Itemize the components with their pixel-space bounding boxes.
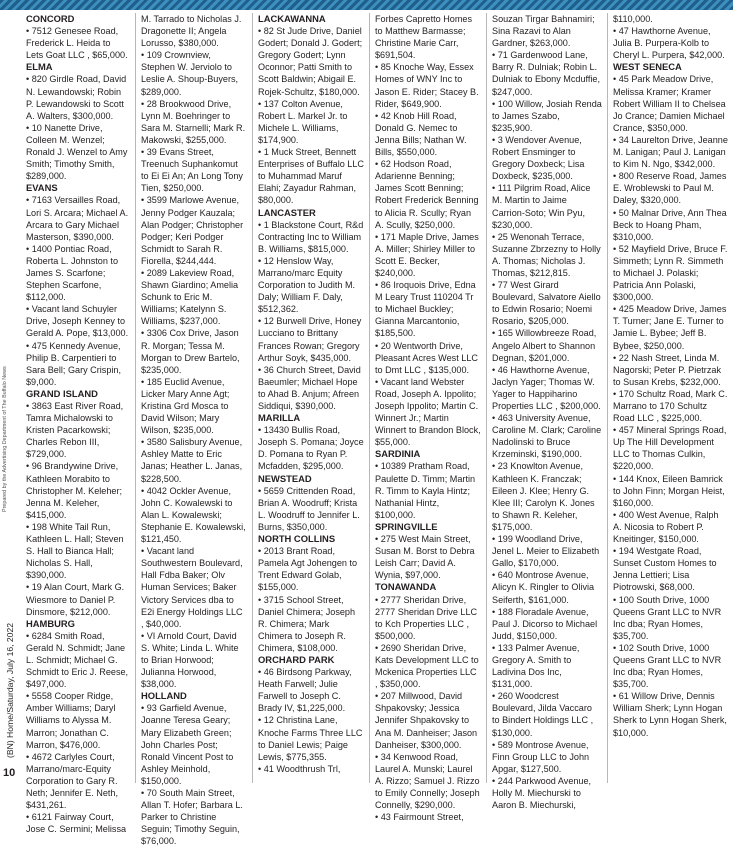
transaction-entry: • 13430 Bullis Road, Joseph S. Pomana; Joyce D. Pomana to Ryan P. Mcfadden, $295,000.	[258, 425, 364, 472]
transaction-entry: • 28 Brookwood Drive, Lynn M. Boehringer to Sara M. Starnelli; Mark R. Makowski, $255,000.	[141, 98, 246, 145]
transaction-entry: • 22 Nash Street, Linda M. Nagorski; Peter P. Pietrzak to Susan Krebs, $232,000.	[613, 352, 721, 387]
transaction-entry: • 12 Christina Lane, Knoche Farms Three LLC to Daniel Lewis; Paige Lewis, $775,355.	[258, 715, 363, 762]
town-heading: TONAWANDA	[375, 581, 437, 593]
transaction-entry: • 7163 Versailles Road, Lori S. Arcara; Michael A. Arcara to Gary Michael Masterson, $390,000.	[26, 195, 129, 242]
transaction-entry: • 165 Willowbreeze Road, Angelo Albert to Shannon Degnan, $201,000.	[492, 328, 597, 363]
town-heading: SARDINIA	[375, 448, 421, 460]
transaction-entry: • 109 Crownview, Stephen W. Jerviolo to Leslie A. Shoup-Buyers, $289,000.	[141, 50, 239, 97]
transaction-entry: • 589 Montrose Avenue, Finn Group LLC to John Apgar, $127,500.	[492, 739, 590, 774]
town-heading: SPRINGVILLE	[375, 520, 438, 532]
town-heading: NORTH COLLINS	[258, 533, 336, 545]
transaction-entry: • 5659 Crittenden Road, Brian A. Woodruff; Krista L. Woodruff to Jennifer L. Burns, $350,000.	[258, 485, 360, 532]
transaction-entry: • 85 Knoche Way, Essex Homes of WNY Inc to Jason E. Rider; Stacey B. Rider, $649,900.	[375, 62, 479, 109]
transaction-entry: • 2013 Brant Road, Pamela Agt Johengen to Trent Edward Golab, $155,000.	[258, 546, 358, 593]
town-heading: HAMBURG	[26, 617, 75, 629]
transaction-entry: • 820 Girdle Road, David N. Lewandowski; Robin P. Lewandowski to Scott A. Walters, $300,000.	[26, 74, 127, 121]
town-heading: MARILLA	[258, 412, 301, 424]
transaction-entry: • 34 Laurelton Drive, Jeanne M. Lanigan; Paul J. Lanigan to Kim N. Ngo, $342,000.	[613, 134, 728, 170]
transaction-entry: • 62 Hodson Road, Adarienne Benning; James Scott Benning; Robert Frederick Benning to Alicia R. Scully; Ryan A. Scully, $250,000.	[375, 159, 479, 230]
transaction-entry: • 23 Knowlton Avenue, Kathleen K. Franczak; Eileen J. Klee; Henry G. Klee III; Carolyn K. Jones to Shawn R. Keleher, $175,000.	[492, 461, 595, 532]
transaction-entry: • 207 Millwood, David Shpakovsky; Jessica Jennifer Shpakovsky to Ana M. Danheiser; Jason Danheiser, $300,000.	[375, 691, 478, 750]
transaction-entry: • 198 White Tail Run, Kathleen L. Hall; Steven S. Hall to Bianca Hall; Nicholas S. Hall, $390,000.	[26, 521, 124, 581]
column-6	[607, 13, 733, 783]
top-decorative-band	[0, 0, 733, 10]
transaction-entry: • 93 Garfield Avenue, Joanne Teresa Geary; Mary Elizabeth Green; John Charles Post; Ronald Vincent Post to Ashley Meinhold, $150,000.	[141, 703, 234, 786]
transaction-entry: • 1400 Pontiac Road, Roberta L. Johnston to James S. Scarfone; Stephen Scarfone, $112,000.	[26, 243, 119, 303]
town-heading: HOLLAND	[141, 690, 187, 702]
column-1	[24, 13, 135, 835]
transaction-entry: • 6284 Smith Road, Gerald N. Schmidt; Jane L. Schmidt; Michael G. Schmidt to Eric J. Reese, $497,000.	[26, 630, 129, 690]
transaction-entry: • 170 Schultz Road, Mark C. Marrano to 170 Schultz Road LLC , $225,000.	[613, 388, 728, 424]
transaction-entry: • VI Arnold Court, David S. White; Linda L. White to Brian Horwood; Julianna Horwood, $38,000.	[141, 630, 239, 690]
transaction-entry: Souzan Tirgar Bahnamiri; Sina Razavi to Alan Gardner, $263,000.	[492, 14, 595, 49]
transaction-entry: • 2777 Sheridan Drive, 2777 Sheridan Drive LLC to Kch Properties LLC , $500,000.	[375, 594, 478, 641]
transaction-entry: • 42 Knob Hill Road, Donald G. Nemec to Jenna Bills; Nathan W. Bills, $550,000.	[375, 110, 467, 158]
transaction-entry: • 34 Kenwood Road, Laurel A. Munski; Laurel A. Rizzo; Samuel J. Rizzo to Emily Connelly; Joseph Connelly, $290,000.	[375, 751, 480, 811]
transaction-entry: • 2089 Lakeview Road, Shawn Giardino; Amelia Schunk to Eric M. Williams; Katelynn S. Williams, $237,000.	[141, 267, 239, 327]
transaction-entry: • 640 Montrose Avenue, Alicyn K. Ringler to Olivia Seiferth, $161,000.	[492, 570, 595, 605]
transaction-entry: • 3863 East River Road, Tamra Michalowski to Kristen Pacarkowski; Charles Rebon III, $729,000.	[26, 401, 124, 460]
transaction-entry: • 12 Burwell Drive, Honey Lucciano to Brittany Frances Rowan; Gregory Arthur Soyk, $435,000.	[258, 316, 362, 363]
transaction-entry: • 43 Fairmount Street,	[375, 812, 464, 823]
transaction-entry: • 260 Woodcrest Boulevard, Jilda Vaccaro to Bindert Holdings LLC , $130,000.	[492, 691, 594, 738]
transaction-entry: • 457 Mineral Springs Road, Up The Hill Development LLC to Thomas Culkin, $220,000.	[613, 425, 727, 472]
transaction-entry: • 12 Henslow Way, Marrano/marc Equity Corporation to Judith M. Daly; William F. Daly, $512,362.	[258, 255, 356, 315]
advertising-credit: Prepared by the Advertising Department of The Buffalo News	[2, 366, 8, 512]
transaction-entry: • 194 Westgate Road, Sunset Custom Homes to Jenna Lettieri; Lisa Piotrowski, $68,000.	[613, 546, 717, 593]
transaction-entry: • 4672 Carlyles Court, Marrano/marc-Equity Corporation to Gary R. Neth; Jennifer E. Neth, $431,261.	[26, 751, 118, 811]
transaction-entry: • 50 Malnar Drive, Ann Thea Beck to Hoang Pham, $310,000.	[613, 207, 727, 242]
transaction-entry: • 6121 Fairway Court, Jose C. Sermini; Melissa	[26, 812, 127, 835]
transaction-entry: • 10 Nanette Drive, Colleen M. Wenzel; Ronald J. Wenzel to Amy Smith; Timothy Smith, $289,000.	[26, 122, 128, 182]
transaction-entry: • 188 Floradale Avenue, Paul J. Dicorso to Michael Judd, $150,000.	[492, 606, 598, 641]
transaction-entry: • 144 Knox, Eileen Bamrick to John Finn; Morgan Heist, $160,000.	[613, 473, 725, 508]
transaction-entry: • 3715 School Street, Daniel Chimera; Joseph R. Chimera; Mark Chimera to Joseph R. Chimera, $108,000.	[258, 594, 356, 653]
transaction-entry: • 25 Wenonah Terrace, Suzanne Zbrzezny to Holly A. Thomas; Nicholas J. Thomas, $212,815.	[492, 231, 601, 278]
transaction-entry: • 111 Pilgrim Road, Alice M. Martin to Jaime Carrion-Soto; Win Pyu, $230,000.	[492, 183, 591, 230]
transaction-entry: • 47 Hawthorne Avenue, Julia B. Purpera-Kolb to Cheryl L. Purpera, $42,000.	[613, 26, 725, 61]
transaction-entry: • 70 South Main Street, Allan T. Hofer; Barbara L. Parker to Christine Seguin; Timothy Seguin, $76,000.	[141, 788, 243, 847]
transaction-entry: $110,000.	[613, 14, 653, 24]
transaction-entry: • 46 Birdsong Parkway, Heath Farwell; Julie Farwell to Joseph C. Brady IV, $1,225,000.	[258, 667, 352, 714]
transaction-entry: • Vacant land Southwestern Boulevard, Hall Fdba Baker; Olv Human Services; Baker Victory Services dba to E2i Energy Holdings LLC , $40,000.	[141, 546, 243, 629]
transaction-entry: M. Tarrado to Nicholas J. Dragonette II; Angela Lorusso, $380,000.	[141, 14, 242, 49]
column-2	[135, 13, 252, 847]
town-heading: NEWSTEAD	[258, 472, 312, 484]
transaction-entry: • 10389 Pratham Road, Paulette D. Timm; Martin R. Timm to Kayla Hintz; Nathanial Hintz, $100,000.	[375, 461, 476, 520]
transaction-entry: • 137 Colton Avenue, Robert L. Markel Jr. to Michele L. Williams, $174,900.	[258, 98, 348, 145]
column-3	[252, 13, 369, 783]
transaction-entry: • 82 St Jude Drive, Daniel Godert; Donald J. Godert; Gregory Godert; Lynn Oconnor; Patti Smith to Scott Baldwin; Abigail E. Rojek-Schultz, $180,000.	[258, 26, 363, 97]
page-runner: (BN) Home/Saturday, July 16, 2022	[5, 622, 15, 758]
transaction-entry: • 275 West Main Street, Susan M. Borst to Debra Leish Carr; David A. Wynia, $97,000.	[375, 534, 475, 581]
transaction-entry: • 36 Church Street, David Baeumler; Michael Hope to Ahad B. Anjum; Afreen Siddiqui, $390,000.	[258, 364, 361, 411]
transaction-entry: • 171 Maple Drive, James A. Miller; Shirley Miller to Scott E. Becker, $240,000.	[375, 231, 479, 278]
transaction-entry: • 244 Parkwood Avenue, Holly M. Miechurski to Aaron B. Miechurski,	[492, 775, 592, 811]
town-heading: ELMA	[26, 61, 53, 73]
transaction-entry: • 52 Mayfield Drive, Bruce F. Simmeth; Lynn R. Simmeth to Michael J. Polaski; Patricia Ann Polaski, $300,000.	[613, 243, 728, 303]
transaction-entry: • 2690 Sheridan Drive, Kats Development LLC to Mckenica Properties LLC , $350,000.	[375, 642, 479, 690]
transaction-entry: • 1 Blackstone Court, R&d Contracting Inc to William B. Williams, $815,000.	[258, 219, 364, 254]
transaction-entry: Forbes Capretto Homes to Matthew Barmasse; Christine Marie Carr, $691,504.	[375, 14, 473, 61]
transaction-entry: • 3 Wendover Avenue, Robert Ensminger to Gregory Doxbeck; Lisa Doxbeck, $235,000.	[492, 134, 585, 182]
transaction-entry: • 45 Park Meadow Drive, Melissa Kramer; Kramer Robert William II to Chelsea Jo Crance; Damien Michael Crance, $350,000.	[613, 74, 726, 133]
transaction-entry: • Vacant land Webster Road, Joseph A. Ippolito; Joseph Ippolito; Martin C. Winnert Jr.; Martin Winnert to Brandon Block, $55,000.	[375, 376, 481, 448]
town-heading: ORCHARD PARK	[258, 653, 335, 665]
town-heading: EVANS	[26, 182, 58, 194]
column-5	[486, 13, 607, 811]
transaction-entry: • 39 Evans Street, Treenuch Suphankomut to Ei Ei An; An Long Tony Tien, $250,000.	[141, 147, 243, 194]
transaction-entry: • 100 South Drive, 1000 Queens Grant LLC to NVR Inc dba; Ryan Homes, $35,700.	[613, 594, 722, 641]
transaction-entry: • 400 West Avenue, Ralph A. Nicosia to Robert P. Kneitinger, $150,000.	[613, 509, 719, 545]
town-heading: CONCORD	[26, 13, 75, 24]
transaction-entry: • Vacant land Schuyler Drive, Joseph Kenney to Gerald A. Pope, $13,000.	[26, 304, 129, 339]
transaction-entry: • 46 Hawthorne Avenue, Jaclyn Yager; Thomas W. Yager to Happiharino Properties LLC , $200,000.	[492, 364, 601, 411]
transaction-entry: • 185 Euclid Avenue, Licker Mary Anne Agt; Kristina Grd Mosca to David Wilson; Mary Wilson, $235,000.	[141, 376, 230, 436]
column-4	[369, 13, 486, 823]
transaction-entry: • 86 Iroquois Drive, Edna M Leary Trust 110204 Tr to Michael Buckley; Gianna Marcantonio, $185,500.	[375, 280, 476, 339]
transaction-entry: • 800 Reserve Road, James E. Wroblewski to Paul M. Daley, $320,000.	[613, 171, 727, 206]
town-heading: WEST SENECA	[613, 61, 682, 73]
transaction-entry: • 3599 Marlowe Avenue, Jenny Podger Kauzala; Alan Podger; Christopher Podger; Keri Podger Schmidt to Sarah R. Fiorella, $244,444.	[141, 195, 244, 266]
transaction-entry: • 102 South Drive, 1000 Queens Grant LLC to NVR Inc dba; Ryan Homes, $35,700.	[613, 642, 722, 690]
town-heading: LACKAWANNA	[258, 13, 326, 24]
transaction-entry: • 199 Woodland Drive, Jenel L. Meier to Elizabeth Gallo, $170,000.	[492, 534, 600, 569]
transaction-entry: • 61 Willow Drive, Dennis William Sherk; Lynn Hogan Sherk to Lynn Hogan Sherk, $10,000.	[613, 691, 727, 738]
transaction-entry: • 1 Muck Street, Bennett Enterprises of Buffalo LLC to Muhammad Maruf Elahi; Zayadur Rahman, $80,000.	[258, 147, 364, 206]
town-heading: GRAND ISLAND	[26, 387, 98, 399]
transaction-entry: • 100 Willow, Josiah Renda to James Szabo, $235,900.	[492, 98, 602, 133]
transaction-entry: • 3580 Salisbury Avenue, Ashley Matte to Eric Janas; Heather L. Janas, $228,500.	[141, 437, 243, 484]
transaction-entry: • 3306 Cox Drive, Jason R. Morgan; Tessa M. Morgan to Drew Bartelo, $235,000.	[141, 328, 240, 375]
transaction-entry: • 425 Meadow Drive, James T. Turner; Jane E. Turner to Jamie L. Bybee; Jeff B. Bybee, $250,000.	[613, 304, 727, 351]
transaction-entry: • 19 Alan Court, Mark G. Wiesmore to Daniel P. Dinsmore, $212,000.	[26, 582, 125, 617]
transaction-entry: • 41 Woodthrush Trl,	[258, 763, 341, 774]
transaction-entry: • 7512 Genesee Road, Frederick L. Heida to Lets Goat LLC , $65,000.	[26, 26, 128, 61]
transactions-columns	[24, 13, 733, 847]
transaction-entry: • 71 Gardenwood Lane, Barry R. Dulniak; Robin L. Dulniak to Ebony Mcduffie, $247,000.	[492, 50, 601, 97]
transaction-entry: • 475 Kennedy Avenue, Philip B. Carpentieri to Sara Bell; Gary Crispin, $9,000.	[26, 340, 122, 387]
transaction-entry: • 96 Brandywine Drive, Kathleen Morabito to Christopher M. Keleher; Jenna M. Keleher, $415,000.	[26, 461, 123, 520]
transaction-entry: • 463 University Avenue, Caroline M. Clark; Caroline Nadolinski to Bruce Krzeminski, $190,000.	[492, 413, 602, 460]
transaction-entry: • 4042 Ockler Avenue, John C. Kowalewski to Alan L. Kowalewski; Stephanie E. Kowalewski, $121,450.	[141, 485, 246, 545]
transaction-entry: • 20 Wentworth Drive, Pleasant Acres West LLC to Dmt LLC , $135,000.	[375, 340, 478, 375]
transaction-entry: • 77 West Girard Boulevard, Salvatore Aiello to Edwin Rosario; Noemi Rosario, $205,000.	[492, 280, 601, 327]
transaction-entry: • 133 Palmer Avenue, Gregory A. Smith to Ladivina Dos Inc, $131,000.	[492, 642, 580, 690]
town-heading: LANCASTER	[258, 206, 316, 218]
transaction-entry: • 5558 Cooper Ridge, Amber Williams; Daryl Williams to Alyssa M. Marron; Jonathan C. Marron, $476,000.	[26, 691, 116, 750]
page-number: 10	[3, 767, 16, 779]
left-gutter	[0, 10, 22, 783]
